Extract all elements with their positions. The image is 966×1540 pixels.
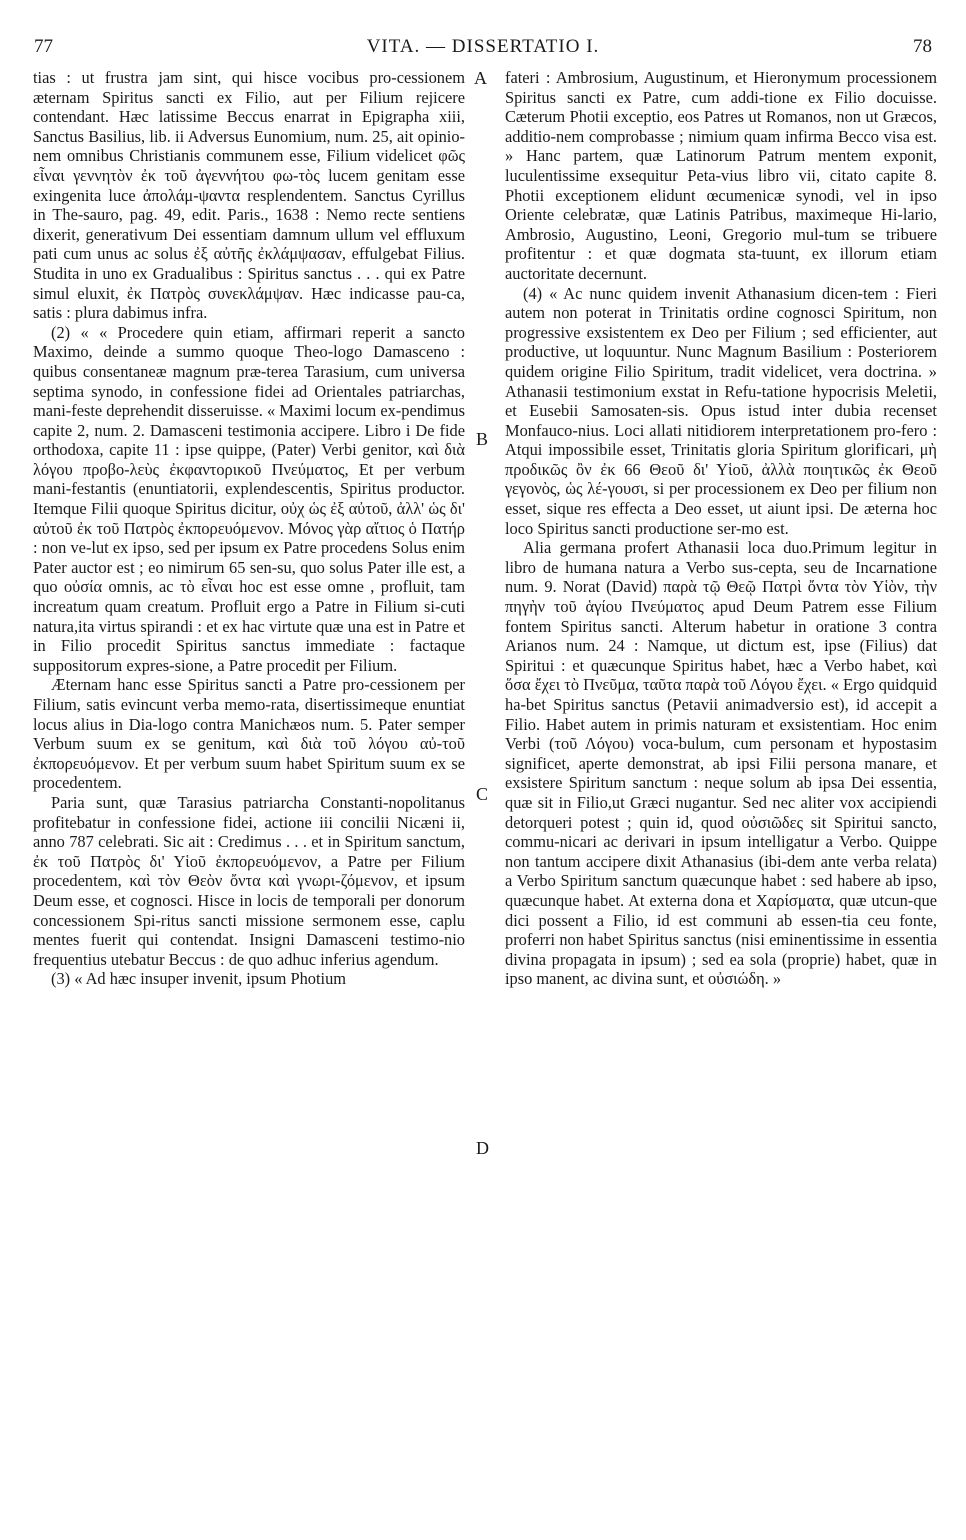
paragraph: Paria sunt, quæ Tarasius patriarcha Constanti-nopolitanus profitebatur in confessione fidei, actione iii concilii Nicæni ii, anno 787 celebrati. Sic ait : Credimus . . . et in Spiritum sanctum, ἐκ τοῦ Πατρὸς δι' Υἱοῦ ἐκπορευόμενον, a Patre per Filium procedentem, καὶ τὸν Θεὸν ὄντα καὶ γνωρι-ζόμενον, et ipsum Deum esse, et cognosci. Hisce in locis de temporali per donorum concessionem Spi-ritus sancti missione sermonem esse, caplu mentes fuerit qui contendat. Insigni Damasceni testimo-nio frequentius utebatur Beccus : de quo adhuc inferius agendum. [33, 792, 465, 969]
paragraph: (2) « « Procedere quin etiam, affirmari reperit a sancto Maximo, deinde a summo quoque Theo-logo Damasceno : quibus consentaneæ magnum præ-terea Tarasium, cum universa septima synodo, in confessione fidei ad Orientales patriarchas, mani-feste deprehendit disseruisse. « Maximi locum ex-pendimus capite 2, num. 2. Damasceni testimonia accipere. Libro i De fide orthodoxa, capite 11 : ipse quippe, (Pater) Verbi genitor, καὶ διὰ λόγου προβο-λεὺς ἐκφαντορικοῦ Πνεύματος, Et per verbum mani-festantis (enuntiatorii, explendescentis, Spiritus productor. Itemque Filii quoque Spiritus dicitur, οὐχ ὡς ἐξ αὐτοῦ, ἀλλ' ὡς δι' αὐτοῦ ἐκ τοῦ Πατρὸς ἐκπορευόμενον. Μόνος γὰρ αἴτιος ὁ Πατήρ : non ve-lut ex ipso, sed per ipsum ex Patre procedens Solus enim Pater auctor est ; eo nimirum 65 sen-su, quo solus Pater ille est, a quo οὐσία omnis, ac τὸ εἶναι hoc est esse omne , profluit, tam increatum quam creatum. Profluit ergo a Patre in Filium si-cuti natura,ita virtus spirandi : et ex hac virtute quæ una est in Patre et in Filio procedit Spiritus sanctus immediate : factaque suppositorum expres-sione, a Patre procedit per Filium. [33, 322, 465, 675]
margin-marker-c: C [476, 784, 489, 804]
margin-marker-d: D [476, 1138, 489, 1158]
paragraph: Alia germana profert Athanasii loca duo.Primum legitur in libro de humana natura a Verbo sus-cepta, seu de Incarnatione num. 9. Norat (David) παρὰ τῷ Θεῷ Πατρὶ ὄντα τὸν Υἱὸν, τὴν πηγὴν τοῦ ἁγίου Πνεύματος apud Deum Patrem esse Filium fontem Spiritus sancti. Alterum habetur in oratione 3 contra Arianos num. 24 : Namque, ut dictum est, ipse (Filius) dat Spiritui : et quæcunque Spiritus habet, hæc a Verbo habet, καὶ ὅσα ἔχει τὸ Πνεῦμα, ταῦτα παρὰ τοῦ Λόγου ἔχει. « Ergo quidquid ha-bet Spiritus sanctus (Petavii animadversio est), id accepit a Filio. Habet autem in primis naturam et exsistentiam. Hoc enim Verbi (τοῦ Λόγου) voca-bulum, cum personam et hypostasim significet, aperte demonstrat, ab ipsi Filii persona manare, et exsistere Spiritum sanctum : neque solum ab ipsa Dei essentia, quæ sit in Filio,ut Græci nugantur. Sed nec aliter vox accipiendi detorqueri potest ; quin id, quod οὐσιῶδες sit Spiritui sancto, commu-nicari ac derivari in ipsum intelligatur a Verbo. Quippe non tantum accipere dixit Athanasius (ibi-dem ante verba relata) a Verbo Spiritum sanctum quæcunque habet : sed habere ab ipso, quæcunque habet. At externa dona et Χαρίσματα, quæ utcun-que dici possent a Filio, id est communi ab essen-tia ceu fonte, proferri non habet Spiritus sanctus (nisi eminentissime in essentia divina propagata in ipsum) ; sed ea sola (proprie) habet, quæ in ipso manent, ac divina sunt, et οὐσιώδη. » [505, 538, 937, 989]
paragraph: (4) « Ac nunc quidem invenit Athanasium dicen-tem : Fieri autem non poterat in Trinitatis ordine cognosci Spiritum, non progressive exsistentem ex Deo per Filium ; sed efficienter, aut productive, ut loquuntur. Nunc Magnum Basilium : Posteriorem quidem origine Filio Spiritum, tradit videlicet, vera doctrina. » Athanasii testimonium exstat in Refu-tatione hypocrisis Meletii, et Eusebii Samosaten-sis. Opus istud inter dubia recenset Monfauco-nius. Loci allati nitidiorem interpretationem pro-fero : Atqui impossibile esset, Trinitatis gloria Spiritum glorificari, μὴ προδικῶς ὂν ἐκ 66 Θεοῦ δι' Υἱοῦ, ἀλλὰ ποιητικῶς ἐκ Θεοῦ γεγονὸς, ὡς λέ-γουσι, si per processionem ex Deo per filium non esset, sique res effecta a Deo esset, ut aiunt ipsi. De æterna hoc loco Spiritus sancti productione ser-mo est. [505, 283, 937, 538]
margin-marker-a: A [474, 68, 487, 88]
margin-marker-b: B [476, 429, 489, 449]
paragraph: fateri : Ambrosium, Augustinum, et Hieronymum processionem Spiritus sancti ex Patre, cum addi-tione ex Filio docuisse. Cæterum Photii exceptio, eos Patres ut Romanos, non ut Græcos, additio-nem comprobasse ; nimium quam infirma Becco visa est. » Hanc partem, quæ Latinorum Patrum mentem exponit, luculentissime exsequitur Peta-vius libro vii, citato capite 8. Photii exceptionem elidunt œcumenicæ synodi, vel in ipso Oriente celebratæ, quæ Latinis Patribus, maximeque Hi-lario, Ambrosio, Augustino, Leoni, Gregorio mul-tum se tribuere profitentur : et quæ dogmata sta-tuunt, ex illorum etiam auctoritate decernunt. [505, 68, 937, 283]
page-header [30, 36, 936, 58]
page-number-left: 77 [34, 36, 53, 57]
paragraph: (3) « Ad hæc insuper invenit, ipsum Photium [51, 969, 347, 989]
paragraph: tias : ut frustra jam sint, qui hisce vocibus pro-cessionem æternam Spiritus sancti ex Filio, aut per Filium rejicere contendant. Hæc latissime Beccus enarrat in Epigrapha xiii, Sanctus Basilius, lib. ii Adversus Eunomium, num. 25, ait opinio-nem omnibus Christianis communem esse, Filium videlicet φῶς εἶναι γεννητὸν ἐκ τοῦ ἀγεννήτου φω-τὸς lucem genitam esse exingenita luce ἀπολάμ-ψαντα resplendentem. Sanctus Cyrillus in The-sauro, pag. 49, edit. Paris., 1638 : Nemo recte sentiens dixerit, generativum Dei essentiam damnum ullum vel effluxum pati cum unus ac solus ἐξ αὐτῆς ἐκλάμψασαν, effulgebat Filius. Studita in uno ex Gradualibus : Spiritus sanctus . . . qui ex Patre simul eluxit, ἐκ Πατρὸς συνεκλάμψαν. Hæc indicasse pau-ca, satis : plura dabimus infra. [33, 68, 465, 323]
running-title: VITA. — DISSERTATIO I. [366, 36, 600, 57]
page-number-right: 78 [913, 36, 932, 57]
right-column [505, 68, 937, 989]
left-column [33, 68, 465, 989]
paragraph: Æternam hanc esse Spiritus sancti a Patre pro-cessionem per Filium, satis evincunt verba memo-rata, disertissimeque enuntiat locus alius in Dia-logo contra Manichæos num. 5. Pater semper Verbum suum ex se genitum, καὶ διὰ τοῦ λόγου αὐ-τοῦ ἐκπορευόμενον. Et per verbum suum habet Spiritum suum ex se procedentem. [33, 675, 465, 793]
